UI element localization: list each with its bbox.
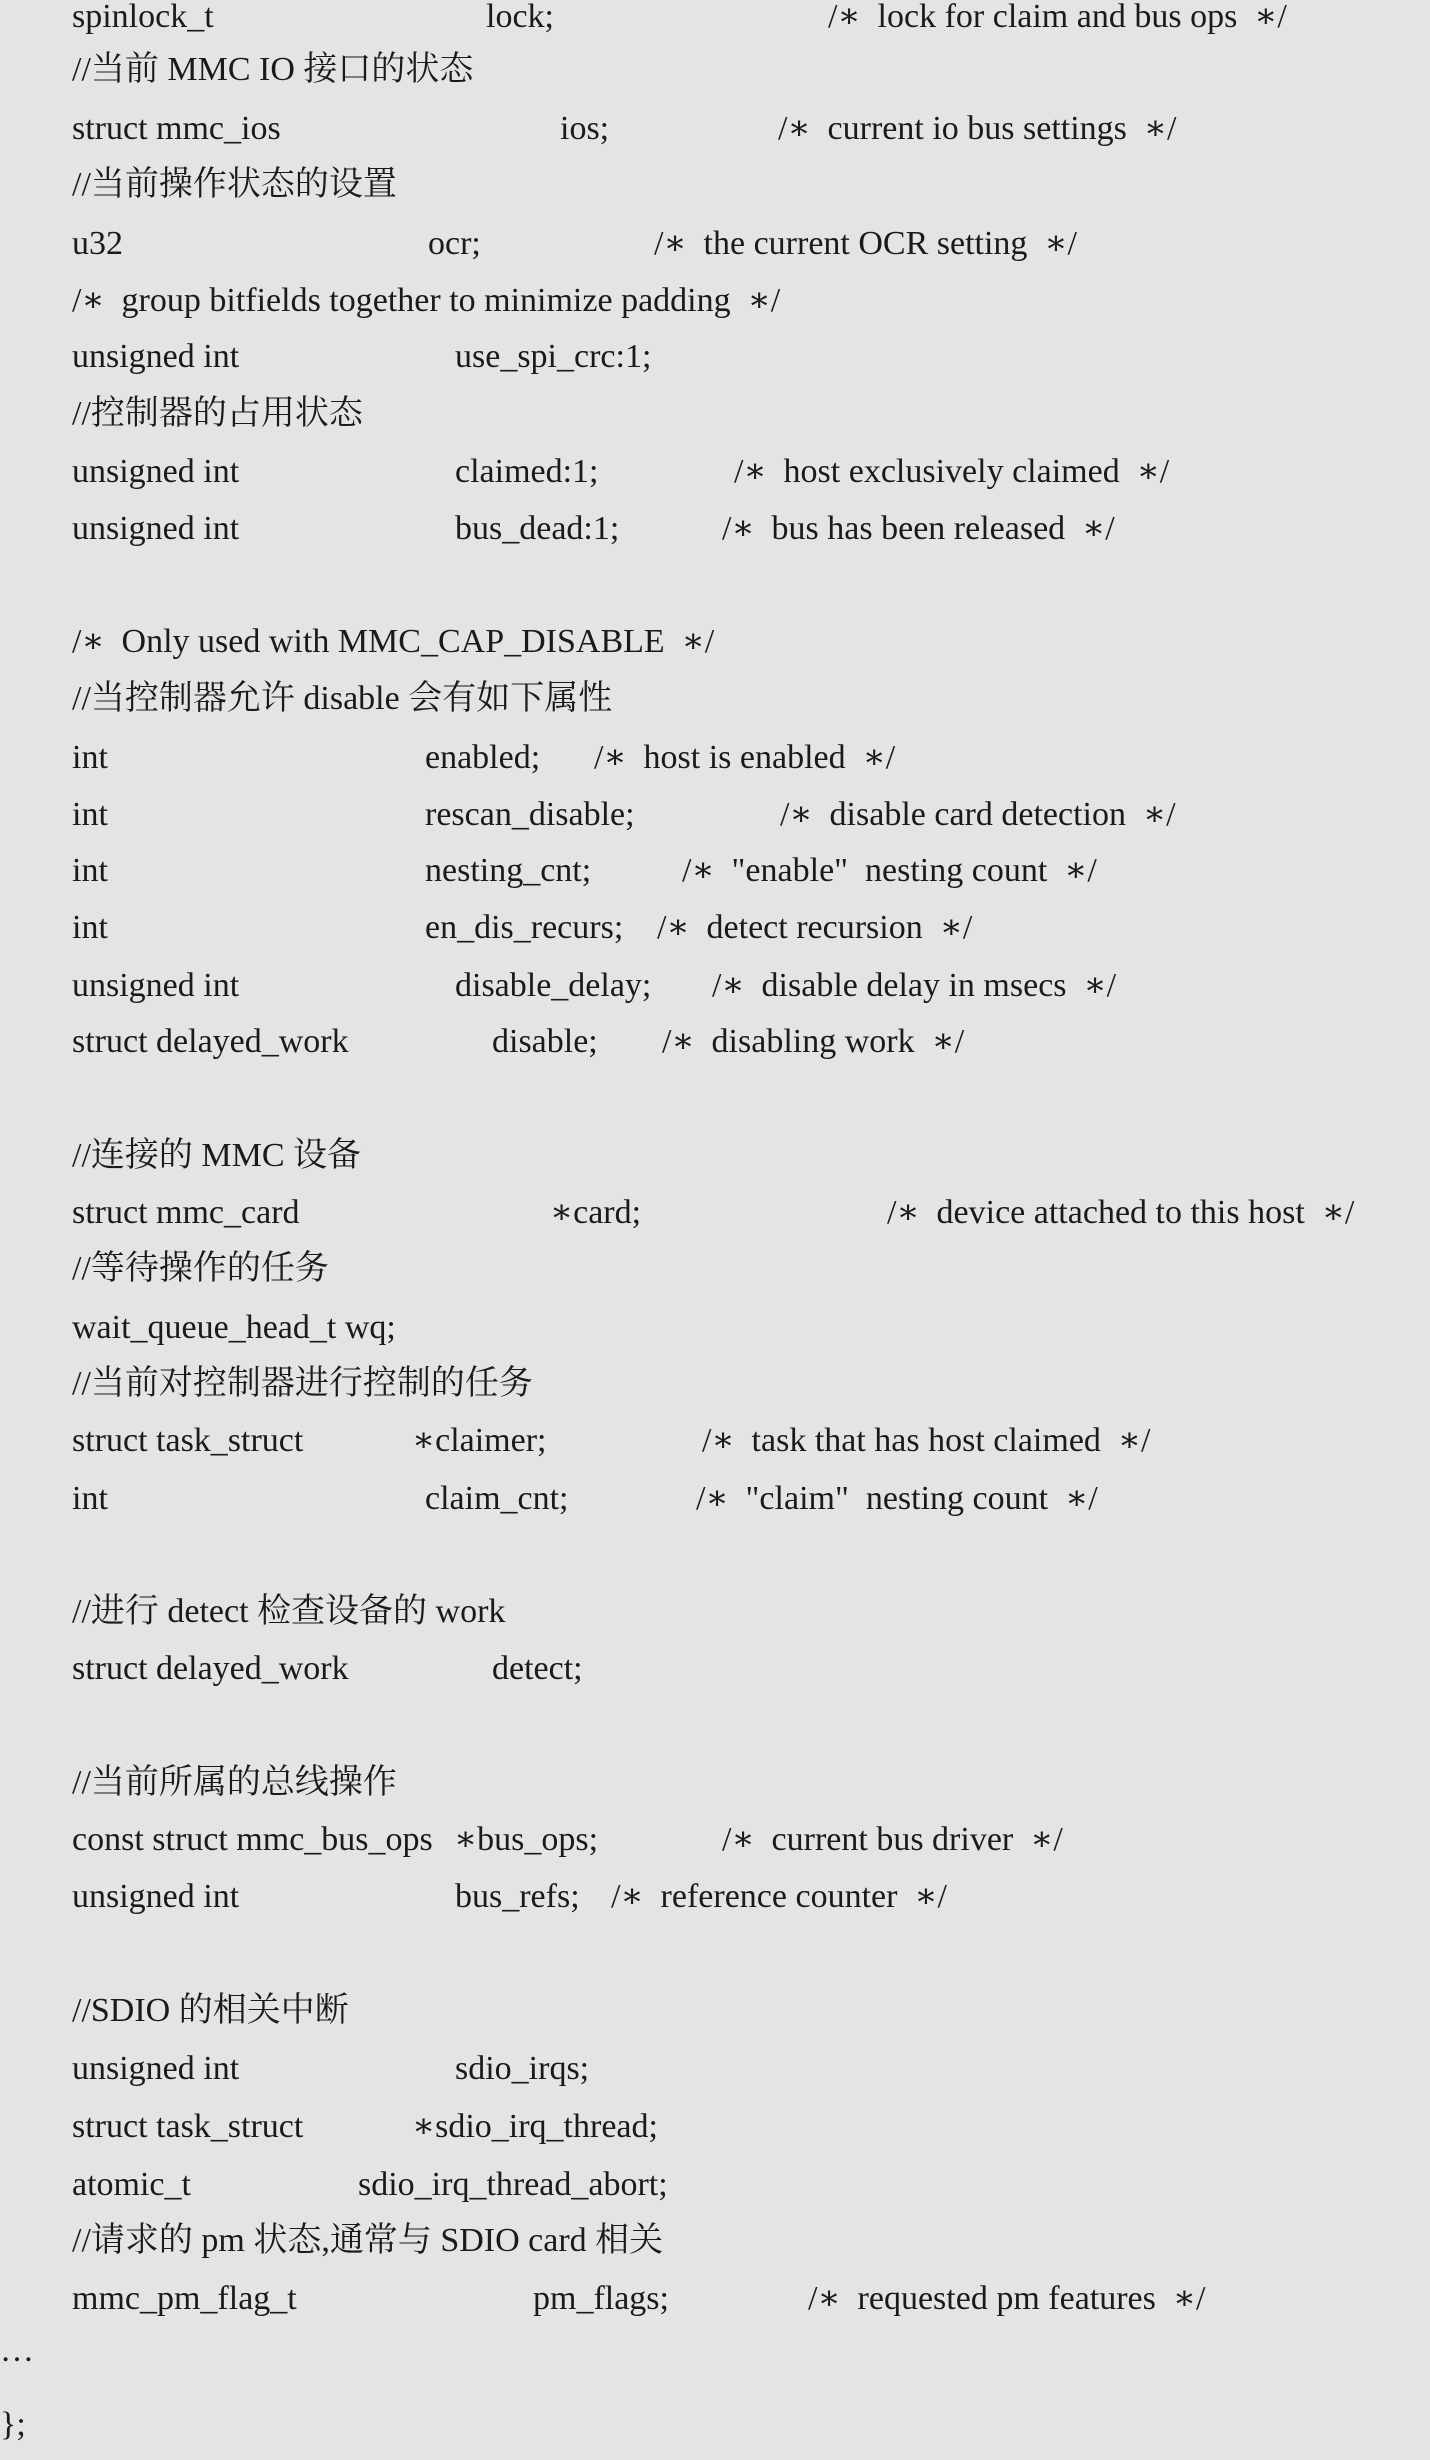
code-field: detect; [492, 1650, 583, 1687]
code-field: ∗claimer; [412, 1422, 547, 1459]
code-field: lock; [486, 0, 554, 35]
code-type: atomic_t [72, 2166, 191, 2203]
code-field: disable_delay; [455, 967, 652, 1004]
code-comment: /∗ bus has been released ∗/ [722, 510, 1115, 547]
code-field: bus_refs; [455, 1878, 580, 1915]
code-field: rescan_disable; [425, 796, 635, 833]
code-type: struct mmc_card [72, 1194, 300, 1231]
code-type: struct task_struct [72, 2108, 304, 2145]
code-type: const struct mmc_bus_ops [72, 1821, 433, 1858]
code-field: ∗sdio_irq_thread; [412, 2108, 658, 2145]
code-comment: /∗ disable card detection ∗/ [780, 796, 1176, 833]
code-type: int [72, 1480, 108, 1517]
code-comment: /∗ host exclusively claimed ∗/ [734, 453, 1170, 490]
comment-line: … [0, 2332, 34, 2369]
code-type: struct mmc_ios [72, 110, 281, 147]
code-comment: /∗ device attached to this host ∗/ [887, 1194, 1355, 1231]
code-type: struct delayed_work [72, 1650, 349, 1687]
comment-line: //请求的 pm 状态,通常与 SDIO card 相关 [72, 2222, 664, 2259]
code-comment: /∗ lock for claim and bus ops ∗/ [828, 0, 1287, 35]
code-field: sdio_irq_thread_abort; [358, 2166, 668, 2203]
code-type: u32 [72, 225, 123, 262]
comment-line: }; [0, 2406, 26, 2443]
code-type: unsigned int [72, 2050, 240, 2087]
code-comment: /∗ host is enabled ∗/ [594, 739, 896, 776]
code-field: sdio_irqs; [455, 2050, 590, 2087]
code-field: enabled; [425, 739, 541, 776]
code-comment: /∗ the current OCR setting ∗/ [654, 225, 1077, 262]
comment-line: //SDIO 的相关中断 [72, 1992, 349, 2029]
code-type: unsigned int [72, 453, 240, 490]
code-type: int [72, 909, 108, 946]
code-comment: /∗ detect recursion ∗/ [657, 909, 973, 946]
code-field: use_spi_crc:1; [455, 338, 652, 375]
comment-line: //进行 detect 检查设备的 work [72, 1593, 506, 1630]
code-type: mmc_pm_flag_t [72, 2280, 297, 2317]
code-comment: /∗ task that has host claimed ∗/ [702, 1422, 1151, 1459]
code-type: int [72, 852, 108, 889]
code-field: ios; [560, 110, 610, 147]
code-type: struct delayed_work [72, 1023, 349, 1060]
comment-line: //等待操作的任务 [72, 1250, 329, 1287]
comment-line: //当前所属的总线操作 [72, 1764, 397, 1801]
code-comment: /∗ "claim" nesting count ∗/ [696, 1480, 1098, 1517]
code-field: claim_cnt; [425, 1480, 569, 1517]
comment-line: /∗ group bitfields together to minimize padding ∗/ [72, 282, 781, 319]
code-type: struct task_struct [72, 1422, 304, 1459]
code-type: unsigned int [72, 1878, 240, 1915]
code-type: int [72, 739, 108, 776]
code-comment: /∗ disabling work ∗/ [662, 1023, 965, 1060]
code-field: ∗card; [550, 1194, 642, 1231]
code-comment: /∗ disable delay in msecs ∗/ [712, 967, 1117, 1004]
comment-line: //当控制器允许 disable 会有如下属性 [72, 680, 613, 717]
comment-line: //连接的 MMC 设备 [72, 1137, 362, 1174]
comment-line: /∗ Only used with MMC_CAP_DISABLE ∗/ [72, 623, 715, 660]
code-type: unsigned int [72, 510, 240, 547]
comment-line: //当前对控制器进行控制的任务 [72, 1365, 533, 1402]
code-field: ∗bus_ops; [454, 1821, 599, 1858]
code-comment: /∗ current bus driver ∗/ [722, 1821, 1063, 1858]
code-type: int [72, 796, 108, 833]
code-field: en_dis_recurs; [425, 909, 624, 946]
code-type: unsigned int [72, 338, 240, 375]
code-type: spinlock_t [72, 0, 214, 35]
code-field: ocr; [428, 225, 481, 262]
comment-line: //当前 MMC IO 接口的状态 [72, 51, 474, 88]
code-type: unsigned int [72, 967, 240, 1004]
comment-line: //控制器的占用状态 [72, 395, 363, 432]
code-field: bus_dead:1; [455, 510, 620, 547]
code-field: nesting_cnt; [425, 852, 592, 889]
code-comment: /∗ "enable" nesting count ∗/ [682, 852, 1097, 889]
code-field: claimed:1; [455, 453, 599, 490]
comment-line: //当前操作状态的设置 [72, 166, 397, 203]
code-type: wait_queue_head_t wq; [72, 1309, 396, 1346]
code-comment: /∗ reference counter ∗/ [611, 1878, 947, 1915]
code-field: pm_flags; [533, 2280, 669, 2317]
code-comment: /∗ requested pm features ∗/ [808, 2280, 1206, 2317]
code-comment: /∗ current io bus settings ∗/ [778, 110, 1177, 147]
code-field: disable; [492, 1023, 598, 1060]
